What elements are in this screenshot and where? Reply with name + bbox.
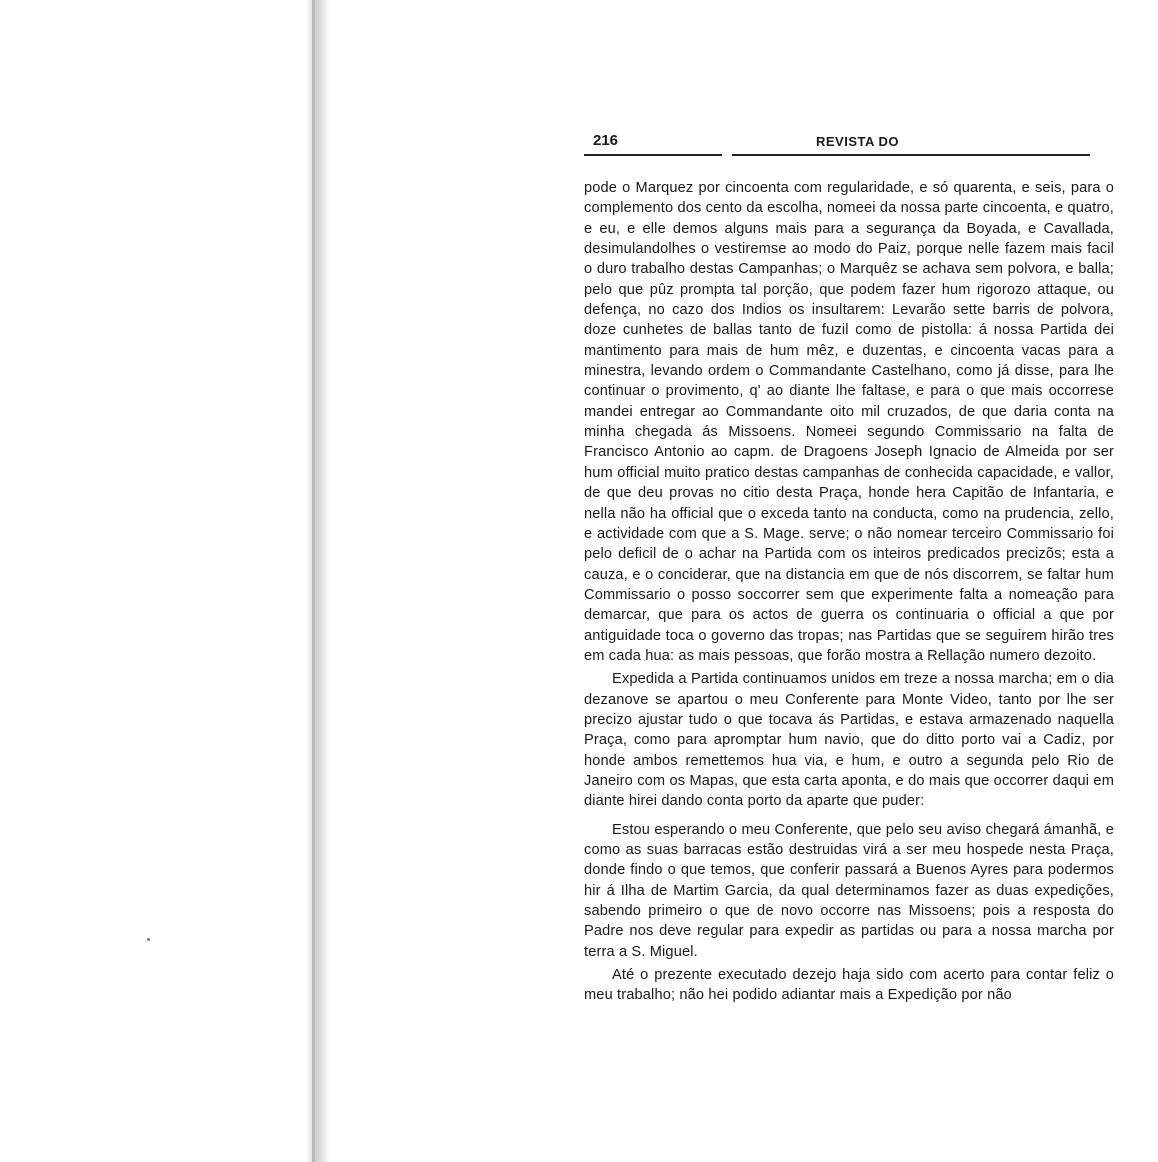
book-page [584, 132, 1114, 1006]
book-gutter-edge [312, 0, 315, 1162]
page-body [584, 158, 1114, 1006]
paragraph-1: pode o Marquez por cincoenta com regularidade, e só quarenta, e seis, para o complemento dos cento da escolha, nomeei da nossa parte cincoenta, e quatro, e eu, e elle demos alguns mais para a segurança da Boyada, e Cavallada, desimulandolhes o vestiremse ao modo do Paiz, porque nelle fazem mais facil o duro trabalho destas Campanhas; o Marquêz se achava sem polvora, e balla; pelo que pûz prompta tal porção, que podem fazer hum rigorozo attaque, ou defença, no cazo dos Indios os insultarem: Levarão sette barris de polvora, doze cunhetes de ballas tanto de fuzil como de pistolla: á nossa Partida dei mantimento para mais de hum mêz, e duzentas, e cincoenta vacas para a minestra, levando ordem o Commandante Castelhano, como já disse, para lhe continuar o provimento, q' ao diante lhe faltase, e para o que mais occorrese mandei entregar ao Commandante oito mil cruzados, de que daria conta na minha chegada ás Missoens. Nomeei segundo Commissario na falta de Francisco Antonio ao capm. de Dragoens Joseph Ignacio de Almeida por ser hum official muito pratico destas campanhas de conhecida capacidade, e vallor, de que deu provas no citio desta Praça, honde hera Capitão de Infantaria, e nella não ha official que o exceda tanto na conducta, como na prudencia, zello, e actividade com que a S. Mage. serve; o não nomear terceiro Commissario foi pelo deficil de o achar na Partida com os inteiros predicados precizõs; esta a cauza, e o conciderar, que na distancia em que de nós discorrem, se faltar hum Commissario o posso soccorrer sem que experimente falta a nomeação para demarcar, que para os actos de guerra os continuaria o official a que por antiguidade toca o governo das tropas; nas Partidas que se seguirem hirão tres em cada hua: as mais pessoas, que forão mostra a Rellação numero dezoito. [584, 180, 1114, 664]
header-rule-right [732, 154, 1090, 156]
paragraph-3: Estou esperando o meu Conferente, que pelo seu aviso chegará ámanhã, e como as suas barracas estão destruidas virá a ser meu hospede nesta Praça, donde findo o que temos, que conferir passará a Buenos Ayres para podermos hir á Ilha de Martim Garcia, da qual determinamos fazer as duas expedições, sabendo primeiro o que de novo occorre nas Missoens; pois a resposta do Padre nos deve regular para expedir as partidas ou para a nossa marcha por terra a S. Miguel. [584, 821, 1114, 960]
page-number: 216 [593, 132, 619, 149]
page-header [584, 132, 1114, 158]
header-rule-left [584, 154, 722, 156]
paragraph-4: Até o prezente executado dezejo haja sido com acerto para contar feliz o meu trabalho; não hei podido adiantar mais a Expedição por não [584, 967, 1114, 1004]
paragraph-2: Expedida a Partida continuamos unidos em treze a nossa marcha; em o dia dezanove se apartou o meu Conferente para Monte Video, tanto por lhe ser precizo ajustar tudo o que tocava ás Partidas, e estava armazenado naquella Praça, como para apromptar hum navio, que do ditto porto vai a Cadiz, por honde ambos remettemos hua via, e hum, e outro a segunda pelo Rio de Janeiro com os Mapas, que esta carta aponta, e do mais que occorrer daqui em diante hirei dando conta porto da aparte que puder: [584, 671, 1114, 810]
book-gutter-shadow [306, 0, 330, 1162]
scan-speck [147, 938, 150, 941]
running-head: REVISTA DO [816, 134, 900, 149]
